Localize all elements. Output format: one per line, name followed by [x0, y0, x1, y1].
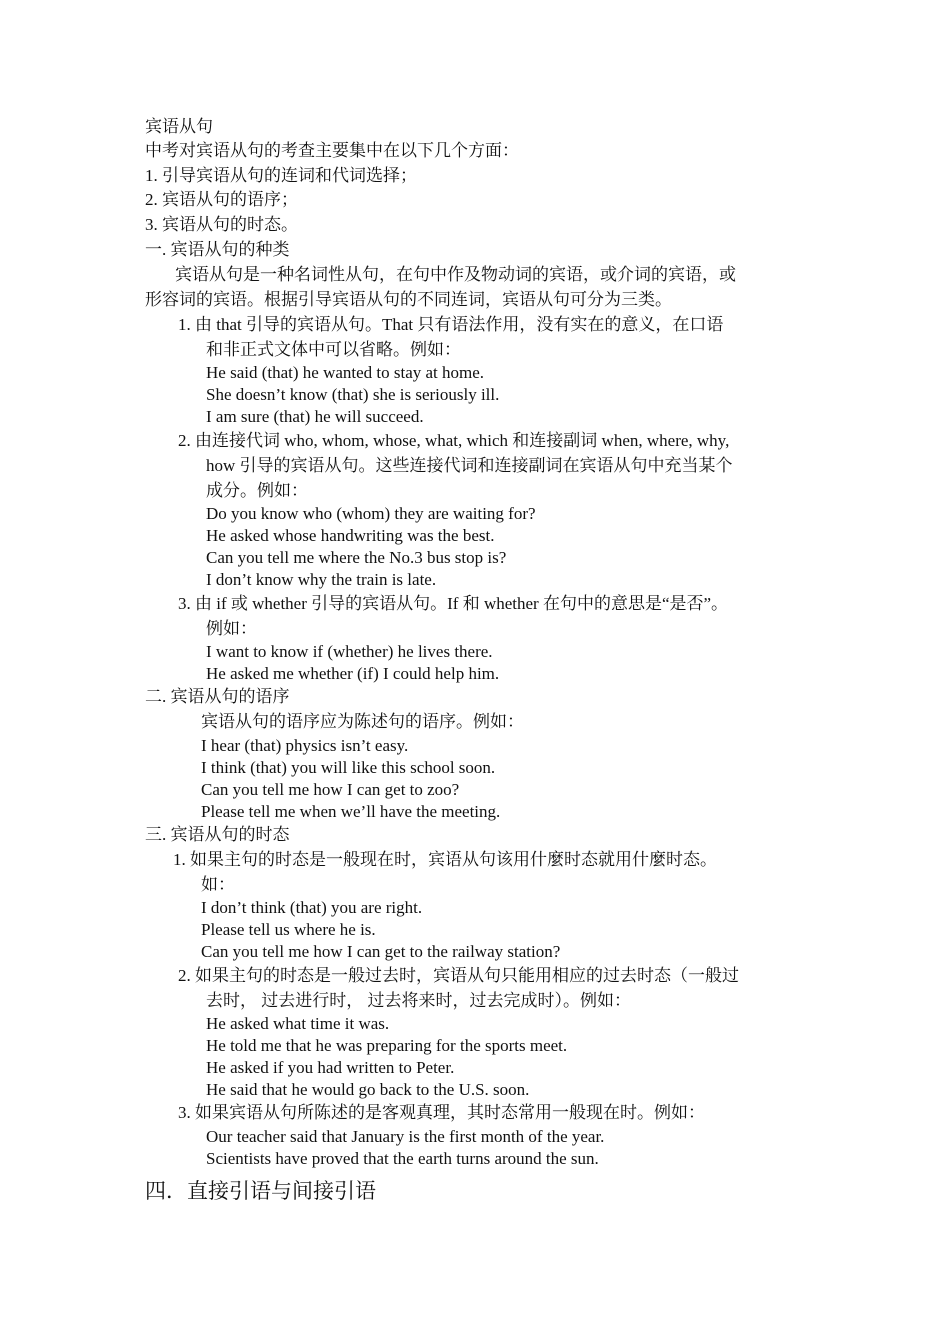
example-sentence: He asked if you had written to Peter.: [206, 1058, 455, 1077]
doc-title: 宾语从句: [145, 117, 213, 136]
paragraph-line: 宾语从句的语序应为陈述句的语序。例如：: [201, 712, 524, 731]
example-sentence: She doesn’t know (that) she is seriously ill.: [206, 385, 500, 404]
section-heading: 二. 宾语从句的语序: [145, 687, 290, 706]
example-sentence: Can you tell me how I can get to the railway station?: [201, 942, 561, 961]
list-item: 2. 如果主句的时态是一般过去时，宾语从句只能用相应的过去时态（一般过: [178, 966, 739, 985]
example-sentence: I don’t know why the train is late.: [206, 570, 437, 589]
example-sentence: He asked what time it was.: [206, 1014, 390, 1033]
section-heading: 三. 宾语从句的时态: [145, 825, 290, 844]
list-item: 2. 由连接代词 who, whom, whose, what, which 和连接副词 when, where, why,: [178, 431, 730, 450]
example-sentence: Scientists have proved that the earth turns around the sun.: [206, 1149, 599, 1168]
section-heading-large: 四．直接引语与间接引语: [145, 1179, 376, 1203]
list-item-cont: 去时， 过去进行时， 过去将来时，过去完成时）。例如：: [206, 991, 631, 1010]
example-sentence: I don’t think (that) you are right.: [201, 898, 423, 917]
list-item: 1. 由 that 引导的宾语从句。That 只有语法作用，没有实在的意义，在口语: [178, 315, 724, 334]
example-sentence: He said (that) he wanted to stay at home.: [206, 363, 485, 382]
example-sentence: Can you tell me how I can get to zoo?: [201, 780, 460, 799]
list-item: 1. 如果主句的时态是一般现在时，宾语从句该用什麼时态就用什麼时态。: [173, 850, 717, 869]
point-item: 2. 宾语从句的语序；: [145, 190, 298, 209]
example-sentence: Please tell me when we’ll have the meeting.: [201, 802, 501, 821]
example-sentence: He asked me whether (if) I could help him.: [206, 664, 500, 683]
paragraph-line: 形容词的宾语。根据引导宾语从句的不同连词，宾语从句可分为三类。: [145, 290, 672, 309]
example-sentence: Our teacher said that January is the first month of the year.: [206, 1127, 605, 1146]
example-sentence: He told me that he was preparing for the sports meet.: [206, 1036, 568, 1055]
list-item-cont: 如：: [201, 875, 235, 894]
list-item-cont: 例如：: [206, 619, 257, 638]
example-sentence: He said that he would go back to the U.S. soon.: [206, 1080, 530, 1099]
intro-line: 中考对宾语从句的考查主要集中在以下几个方面：: [145, 141, 519, 160]
point-item: 1. 引导宾语从句的连词和代词选择；: [145, 166, 417, 185]
list-item-cont: how 引导的宾语从句。这些连接代词和连接副词在宾语从句中充当某个: [206, 456, 733, 475]
list-item: 3. 由 if 或 whether 引导的宾语从句。If 和 whether 在句中的意思是“是否”。: [178, 594, 729, 613]
list-item-cont: 和非正式文体中可以省略。例如：: [206, 340, 461, 359]
example-sentence: Can you tell me where the No.3 bus stop is?: [206, 548, 507, 567]
paragraph-line: 宾语从句是一种名词性从句，在句中作及物动词的宾语，或介词的宾语，或: [175, 265, 736, 284]
example-sentence: I am sure (that) he will succeed.: [206, 407, 424, 426]
list-item: 3. 如果宾语从句所陈述的是客观真理，其时态常用一般现在时。例如：: [178, 1103, 705, 1122]
section-heading: 一. 宾语从句的种类: [145, 240, 290, 259]
example-sentence: Do you know who (whom) they are waiting for?: [206, 504, 536, 523]
list-item-cont: 成分。例如：: [206, 481, 308, 500]
point-item: 3. 宾语从句的时态。: [145, 215, 298, 234]
example-sentence: He asked whose handwriting was the best.: [206, 526, 495, 545]
example-sentence: Please tell us where he is.: [201, 920, 376, 939]
example-sentence: I hear (that) physics isn’t easy.: [201, 736, 409, 755]
example-sentence: I want to know if (whether) he lives there.: [206, 642, 493, 661]
example-sentence: I think (that) you will like this school soon.: [201, 758, 496, 777]
